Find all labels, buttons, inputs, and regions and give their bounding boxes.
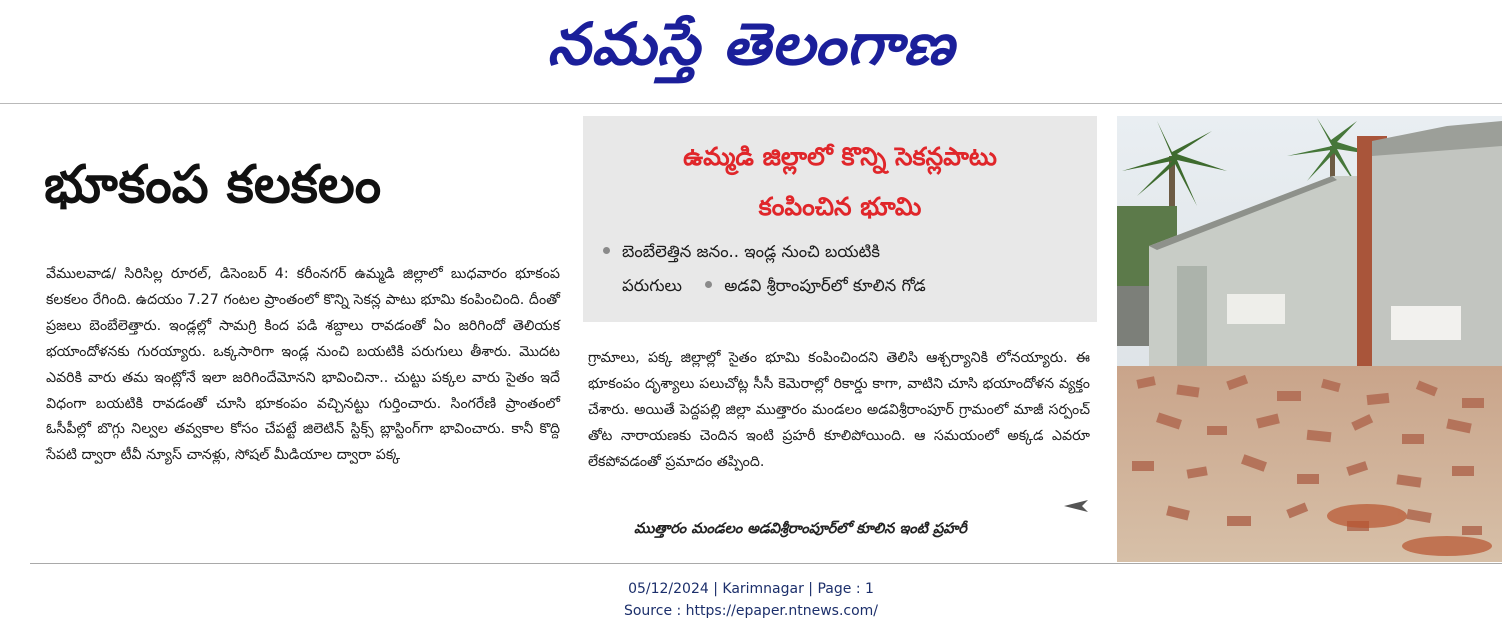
- subheadline-line-1: ఉమ్మడి జిల్లాలో కొన్ని సెకన్లపాటు: [683, 142, 997, 171]
- article-headline: భూకంప కలకలం: [44, 155, 382, 215]
- article-body-column-2: గ్రామాలు, పక్క జిల్లాల్లో సైతం భూమి కంపించిందని తెలిసి ఆశ్చర్యానికి లోనయ్యారు. ఈ భూకంపం దృశ్యాలు పలుచోట్ల సీసీ కెమెరాల్లో రికార్డు కాగా, వాటిని చూసి భయాందోళన వ్యక్తం చేశారు. అయితే పెద్దపల్లి జిల్లా ముత్తారం మండలం అడవిశ్రీరాంపూర్‌ గ్రామంలో మాజీ సర్పంచ్‌ తోట నారాయణకు చెందిన ఇంటి ప్రహరీ కూలిపోయింది. ఆ సమయంలో అక్కడ ఎవరూ లేకపోవడంతో ప్రమాదం తప్పింది.: [588, 350, 1090, 470]
- bullet-item: [603, 274, 926, 298]
- bullet-icon: [705, 281, 712, 288]
- footer-divider: [30, 563, 1502, 564]
- newspaper-logo: నమస్తే తెలంగాణ: [547, 10, 955, 78]
- edition-info: 05/12/2024 | Karimnagar | Page : 1: [628, 581, 874, 597]
- article-photo: [1117, 116, 1502, 562]
- bullet-icon: [603, 247, 610, 254]
- bullet-text: పరుగులు: [622, 276, 682, 295]
- bullet-text: బెంబేలెత్తిన జనం.. ఇండ్ల నుంచి బయటికి: [622, 242, 880, 261]
- bullet-text: అడవి శ్రీరాంపూర్‌లో కూలిన గోడ: [724, 276, 926, 295]
- subheadline: [583, 132, 1097, 232]
- article-body-column-1: వేములవాడ/ సిరిసిల్ల రూరల్‌, డిసెంబర్‌ 4: కరీంనగర్‌ ఉమ్మడి జిల్లాలో బుధవారం భూకంప కలకలం రేగింది. ఉదయం 7.27 గంటల ప్రాంతంలో కొన్ని సెకన్ల పాటు భూమి కంపించింది. దీంతో ప్రజలు బెంబేలెత్తారు. ఇండ్లల్లో సామగ్రి కింద పడి శబ్దాలు రావడంతో ఏం జరిగిందో తెలియక భయాందోళనకు గురయ్యారు. ఒక్కసారిగా ఇండ్ల నుంచి బయటికి పరుగులు తీశారు. మొదట ఎవరికి వారు తమ ఇంట్లోనే ఇలా జరిగిందేమోనని భావించినా.. చుట్టు పక్కల వారు సైతం ఇదే విధంగా బయటికి రావడంతో చూసి భూకంపం వచ్చినట్టు గుర్తించారు. సింగరేణి ప్రాంతంలో ఓసీపీల్లో బొగ్గు నిల్వల తవ్వకాల కోసం చేపట్టే జిలెటిన్‌ స్టిక్స్‌ బ్లాస్టింగ్‌గా భావించారు. కానీ కొద్ది సేపటి ద్వారా టీవీ న్యూస్‌ చానళ్లు, సోషల్‌ మీడియాల ద్వారా పక్క: [46, 266, 560, 464]
- collapsed-wall-photo: [1117, 116, 1502, 562]
- footer: [0, 578, 1502, 622]
- header-divider: [0, 103, 1502, 104]
- masthead: [0, 0, 1502, 92]
- photo-caption: ముత్తారం మండలం అడవిశ్రీరాంపూర్‌లో కూలిన ఇంటి ప్రహరీ: [634, 521, 967, 537]
- subheadline-line-2: కంపించిన భూమి: [758, 192, 922, 221]
- source-link[interactable]: Source : https://epaper.ntnews.com/: [623, 603, 879, 619]
- bullet-item: [603, 240, 880, 264]
- caption-arrow-icon: [1064, 498, 1088, 514]
